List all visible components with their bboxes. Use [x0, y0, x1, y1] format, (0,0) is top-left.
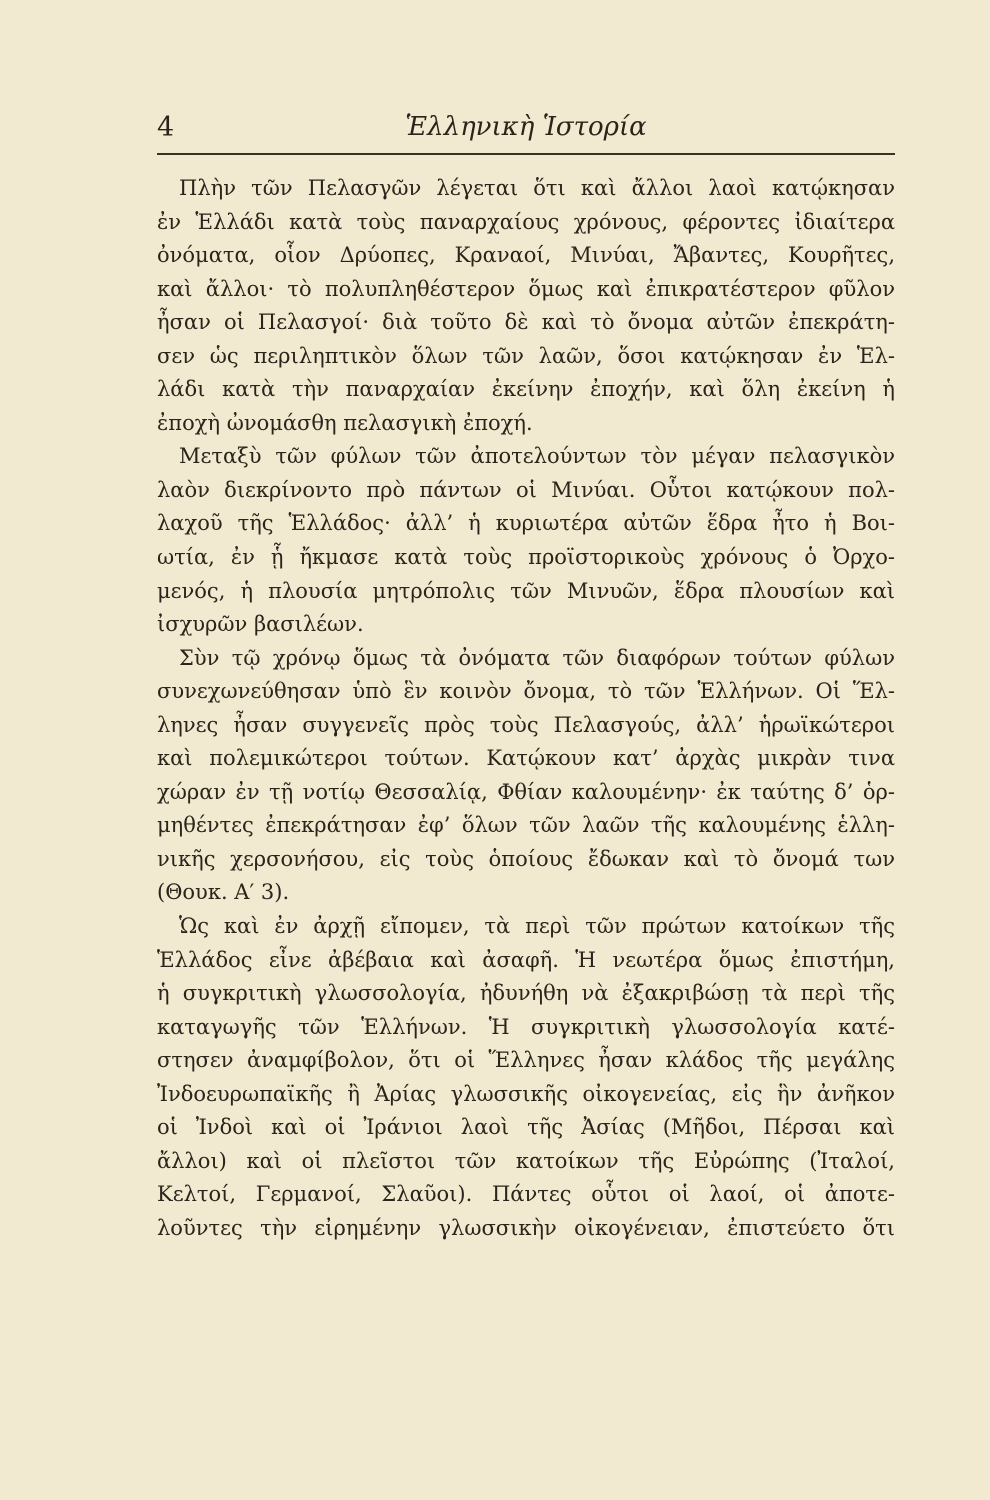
text-line: χώραν ἐν τῇ νοτίῳ Θεσσαλίᾳ, Φθίαν καλουμένην· ἐκ ταύτης δ’ ὁρ-	[157, 779, 895, 804]
text-line: μενός, ἡ πλουσία μητρόπολις τῶν Μινυῶν, ἕδρα πλουσίων καὶ	[157, 578, 895, 603]
text-line: καὶ πολεμικώτεροι τούτων. Κατῴκουν κατ’ ἀρχὰς μικρὰν τινα	[157, 746, 895, 771]
text-line: Μεταξὺ τῶν φύλων τῶν ἀποτελούντων τὸν μέγαν πελασγικὸν	[179, 444, 895, 469]
text-line: ὀνόματα, οἷον Δρύοπες, Κραναοί, Μινύαι, Ἄβαντες, Κουρῆτες,	[157, 243, 895, 268]
text-line: λοῦντες τὴν εἰρημένην γλωσσικὴν οἰκογένειαν, ἐπιστεύετο ὅτι	[157, 1215, 895, 1240]
text-line: λαὸν διεκρίνοντο πρὸ πάντων οἱ Μινύαι. Οὗτοι κατῴκουν πολ-	[157, 477, 895, 502]
text-line: Ὡς καὶ ἐν ἀρχῇ εἴπομεν, τὰ περὶ τῶν πρώτων κατοίκων τῆς	[179, 914, 895, 939]
text-line: ἦσαν οἱ Πελασγοί· διὰ τοῦτο δὲ καὶ τὸ ὄνομα αὐτῶν ἐπεκράτη-	[157, 310, 895, 335]
text-line: (Θουκ. Α′ 3).	[157, 880, 290, 905]
text-line: ἐποχὴ ὠνομάσθη πελασγικὴ ἐποχή.	[157, 410, 533, 435]
text-line: Ἑλλάδος εἶνε ἀβέβαια καὶ ἀσαφῆ. Ἡ νεωτέρα ὅμως ἐπιστήμη,	[157, 947, 895, 972]
page-header	[157, 112, 895, 152]
text-line: Πλὴν τῶν Πελασγῶν λέγεται ὅτι καὶ ἄλλοι λαοὶ κατῴκησαν	[179, 176, 895, 200]
text-line: Σὺν τῷ χρόνῳ ὅμως τὰ ὀνόματα τῶν διαφόρων τούτων φύλων	[179, 645, 895, 670]
header-rule	[157, 153, 895, 155]
text-line: νικῆς χερσονήσου, εἰς τοὺς ὁποίους ἔδωκαν καὶ τὸ ὄνομά των	[157, 846, 895, 871]
text-line: καὶ ἄλλοι· τὸ πολυπληθέστερον ὅμως καὶ ἐπικρατέστερον φῦλον	[157, 276, 895, 301]
text-line: ληνες ἦσαν συγγενεῖς πρὸς τοὺς Πελασγούς, ἀλλ’ ἡρωϊκώτεροι	[157, 712, 895, 737]
text-line: ἰσχυρῶν βασιλέων.	[157, 612, 364, 637]
text-line: μηθέντες ἐπεκράτησαν ἐφ’ ὅλων τῶν λαῶν τῆς καλουμένης ἑλλη-	[157, 813, 895, 838]
text-line: λάδι κατὰ τὴν παναρχαίαν ἐκείνην ἐποχήν, καὶ ὅλη ἐκείνη ἡ	[157, 377, 895, 402]
text-line: συνεχωνεύθησαν ὑπὸ ἓν κοινὸν ὄνομα, τὸ τῶν Ἑλλήνων. Οἱ Ἕλ-	[157, 679, 895, 704]
text-line: οἱ Ἰνδοὶ καὶ οἱ Ἰράνιοι λαοὶ τῆς Ἀσίας (Μῆδοι, Πέρσαι καὶ	[157, 1115, 895, 1140]
page-number: 4	[157, 112, 176, 143]
text-line: ἄλλοι) καὶ οἱ πλεῖστοι τῶν κατοίκων τῆς Εὐρώπης (Ἰταλοί,	[157, 1148, 895, 1173]
text-line: λαχοῦ τῆς Ἑλλάδος· ἀλλ’ ἡ κυριωτέρα αὐτῶν ἕδρα ἦτο ἡ Βοι-	[157, 511, 895, 536]
text-line: Ἰνδοευρωπαϊκῆς ἢ Ἀρίας γλωσσικῆς οἰκογενείας, εἰς ἣν ἀνῆκον	[157, 1081, 895, 1106]
body-text	[157, 172, 895, 1246]
text-line: ωτία, ἐν ᾗ ἤκμασε κατὰ τοὺς προϊστορικοὺς χρόνους ὁ Ὀρχο-	[157, 545, 895, 570]
text-line: σεν ὡς περιληπτικὸν ὅλων τῶν λαῶν, ὅσοι κατῴκησαν ἐν Ἑλ-	[157, 343, 895, 368]
text-line: Κελτοί, Γερμανοί, Σλαῦοι). Πάντες οὗτοι οἱ λαοί, οἱ ἀποτε-	[157, 1182, 895, 1207]
text-line: στησεν ἀναμφίβολον, ὅτι οἱ Ἕλληνες ἦσαν κλάδος τῆς μεγάλης	[157, 1048, 895, 1073]
running-title: Ἑλληνικὴ Ἱστορία	[405, 112, 647, 142]
text-line: ἐν Ἑλλάδι κατὰ τοὺς παναρχαίους χρόνους, φέροντες ἰδιαίτερα	[157, 209, 895, 234]
text-line: καταγωγῆς τῶν Ἑλλήνων. Ἡ συγκριτικὴ γλωσσολογία κατέ-	[157, 1014, 895, 1039]
text-line: ἡ συγκριτικὴ γλωσσολογία, ἠδυνήθη νὰ ἐξακριβώσῃ τὰ περὶ τῆς	[157, 981, 895, 1006]
